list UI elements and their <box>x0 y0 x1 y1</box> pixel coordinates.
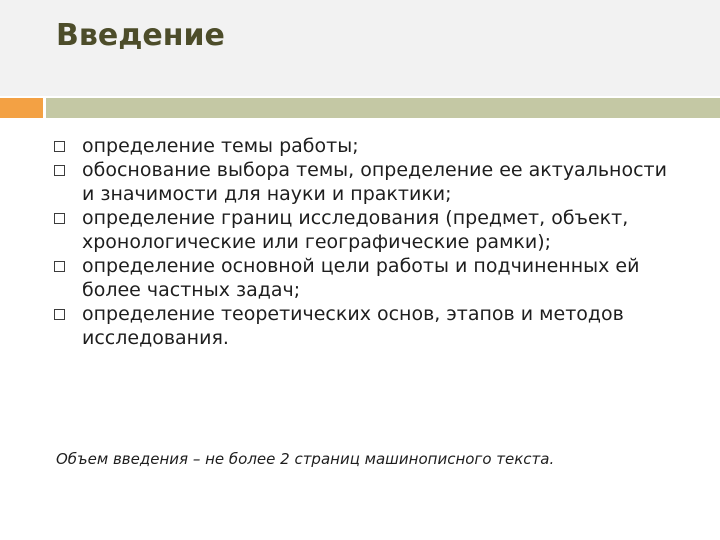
list-item <box>54 254 674 302</box>
page-title: Введение <box>56 18 225 53</box>
list-item-text: определение темы работы; <box>82 135 359 157</box>
list-item-text: определение основной цели работы и подчиненных ей более частных задач; <box>82 255 640 301</box>
list-item <box>54 206 674 254</box>
accent-bar-green <box>46 98 720 118</box>
square-bullet-icon <box>54 165 65 176</box>
square-bullet-icon <box>54 141 65 152</box>
square-bullet-icon <box>54 309 65 320</box>
square-bullet-icon <box>54 261 65 272</box>
list-item-text: определение теоретических основ, этапов и методов исследования. <box>82 303 624 349</box>
list-item <box>54 158 674 206</box>
list-item <box>54 302 674 350</box>
content-area <box>0 118 720 540</box>
list-item <box>54 134 674 158</box>
title-area <box>0 0 720 96</box>
list-item-text: определение границ исследования (предмет, объект, хронологические или географические рамки); <box>82 207 629 253</box>
list-item-text: обоснование выбора темы, определение ее актуальности и значимости для науки и практики; <box>82 159 667 205</box>
footnote-text: Объем введения – не более 2 страниц машинописного текста. <box>56 450 555 468</box>
accent-bar-orange <box>0 98 43 118</box>
bullet-list <box>54 134 674 350</box>
square-bullet-icon <box>54 213 65 224</box>
